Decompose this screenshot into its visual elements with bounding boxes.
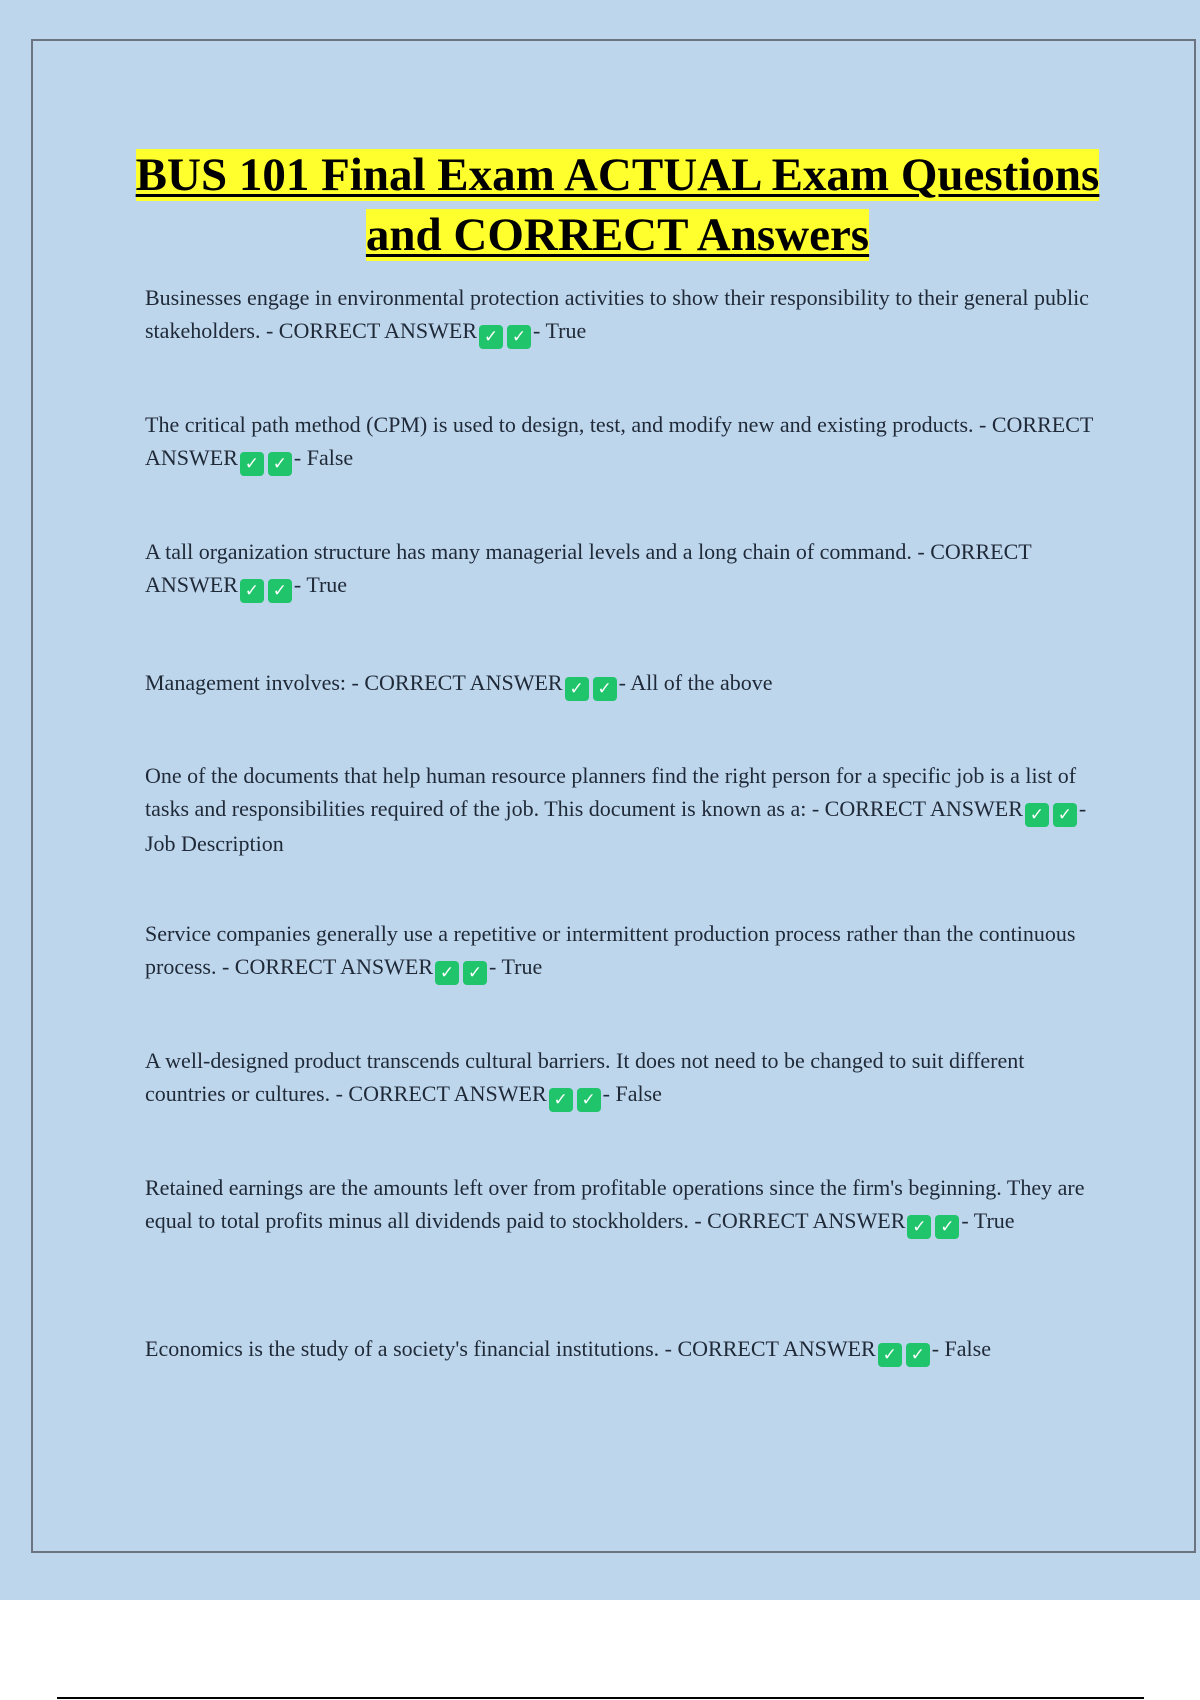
check-square-icon: ✓ xyxy=(878,1343,902,1367)
question-text: Service companies generally use a repetitive or intermittent production process rather than the continuous process. - CORRECT ANSWER xyxy=(145,921,1076,979)
qa-item xyxy=(145,666,1105,701)
qa-item xyxy=(145,408,1105,476)
check-square-icon: ✓ xyxy=(549,1088,573,1112)
check-square-icon: ✓ xyxy=(507,325,531,349)
answer-text: - All of the above xyxy=(618,670,773,695)
check-square-icon: ✓ xyxy=(1053,803,1077,827)
answer-text: - True xyxy=(533,318,587,343)
question-text: Economics is the study of a society's financial institutions. - CORRECT ANSWER xyxy=(145,1336,876,1361)
question-text: Management involves: - CORRECT ANSWER xyxy=(145,670,563,695)
qa-item xyxy=(145,281,1105,349)
document-title-text: BUS 101 Final Exam ACTUAL Exam Questions and CORRECT Answers xyxy=(135,149,1100,261)
check-square-icon: ✓ xyxy=(593,677,617,701)
question-text: One of the documents that help human resource planners find the right person for a specific job is a list of tasks and responsibilities required of the job. This document is known as a: - CORRECT ANSWER xyxy=(145,763,1077,821)
question-text: Retained earnings are the amounts left over from profitable operations since the firm's beginning. They are equal to total profits minus all dividends paid to stockholders. - CORRECT ANSWER xyxy=(145,1175,1085,1233)
check-square-icon: ✓ xyxy=(906,1343,930,1367)
answer-text: - True xyxy=(961,1208,1015,1233)
question-text: A well-designed product transcends cultural barriers. It does not need to be changed to suit different countries or cultures. - CORRECT ANSWER xyxy=(145,1048,1025,1106)
qa-item xyxy=(145,1044,1105,1112)
answer-text: - False xyxy=(293,445,354,470)
check-square-icon: ✓ xyxy=(240,452,264,476)
answer-text: - Job Description xyxy=(145,796,1087,856)
qa-item xyxy=(145,1332,1105,1367)
answer-text: - False xyxy=(931,1336,991,1361)
question-text: A tall organization structure has many managerial levels and a long chain of command. - CORRECT ANSWER xyxy=(145,539,1032,597)
check-square-icon: ✓ xyxy=(463,961,487,985)
question-text: Businesses engage in environmental protection activities to show their responsibility to their general public stakeholders. - CORRECT ANSWER xyxy=(145,285,1089,343)
answer-text: - True xyxy=(489,954,543,979)
check-square-icon: ✓ xyxy=(565,677,589,701)
check-square-icon: ✓ xyxy=(240,579,264,603)
check-square-icon: ✓ xyxy=(435,961,459,985)
qa-item xyxy=(145,1171,1105,1239)
answer-text: - True xyxy=(293,572,348,597)
check-square-icon: ✓ xyxy=(907,1215,931,1239)
check-square-icon: ✓ xyxy=(268,579,292,603)
qa-item xyxy=(145,535,1105,603)
check-square-icon: ✓ xyxy=(268,452,292,476)
check-square-icon: ✓ xyxy=(479,325,503,349)
qa-item xyxy=(145,917,1105,985)
bottom-divider xyxy=(57,1697,1144,1699)
check-square-icon: ✓ xyxy=(577,1088,601,1112)
qa-item xyxy=(145,759,1105,860)
question-text: The critical path method (CPM) is used to design, test, and modify new and existing products. - CORRECT ANSWER xyxy=(145,412,1093,470)
check-square-icon: ✓ xyxy=(935,1215,959,1239)
check-square-icon: ✓ xyxy=(1025,803,1049,827)
document-title xyxy=(100,145,1135,265)
answer-text: - False xyxy=(602,1081,662,1106)
